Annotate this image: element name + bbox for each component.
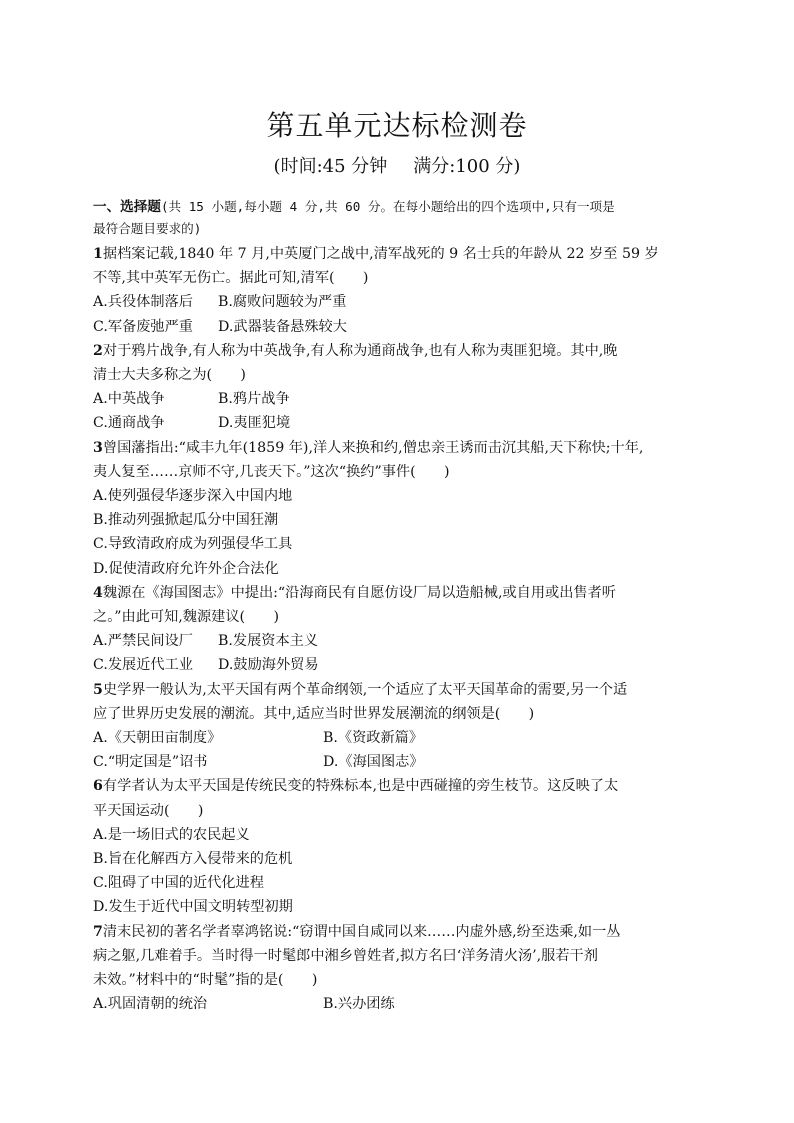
stem-line: 对于鸦片战争,有人称为中英战争,有人称为通商战争,也有人称为夷匪犯境。其中,晚 xyxy=(102,342,618,359)
section-desc-line2: 最符合题目要求的) xyxy=(93,221,202,236)
option-c[interactable]: C.“明定国是”诏书 xyxy=(93,754,208,771)
stem-line: 未效。”材料中的“时髦”指的是( ) xyxy=(93,972,318,989)
full-score: 满分:100 分) xyxy=(413,156,521,177)
question-4 xyxy=(93,581,705,678)
section-header xyxy=(93,196,705,240)
option-a[interactable]: A.严禁民间设厂 xyxy=(93,633,193,650)
option-a[interactable]: A.中英战争 xyxy=(93,391,165,408)
question-number: 4 xyxy=(93,584,103,601)
question-number: 7 xyxy=(93,923,103,940)
option-c[interactable]: C.军备废弛严重 xyxy=(93,318,193,335)
stem-line: 不等,其中英军无伤亡。据此可知,清军( ) xyxy=(93,270,369,287)
section-desc-line1: (共 15 小题,每小题 4 分,共 60 分。在每小题给出的四个选项中,只有一项是 xyxy=(160,199,615,214)
stem-line: 史学界一般认为,太平天国有两个革命纲领,一个适应了太平天国革命的需要,另一个适 xyxy=(102,681,628,698)
stem-line: 清士大夫多称之为( ) xyxy=(93,367,246,384)
stem-line: 曾国藩指出:“咸丰九年(1859 年),洋人来换和约,僧忠亲王诱而击沉其船,天下称快;十年, xyxy=(102,439,644,456)
question-2 xyxy=(93,339,705,436)
page-title: 第五单元达标检测卷 xyxy=(266,109,528,142)
option-d[interactable]: D.促使清政府允许外企合法化 xyxy=(93,560,279,577)
option-c[interactable]: C.发展近代工业 xyxy=(93,657,193,674)
question-5 xyxy=(93,678,705,775)
question-number: 6 xyxy=(93,778,103,795)
option-c[interactable]: C.导致清政府成为列强侵华工具 xyxy=(93,536,293,553)
option-d[interactable]: D.《海国图志》 xyxy=(323,754,424,771)
question-number: 1 xyxy=(93,246,103,262)
stem-line: 之。”由此可知,魏源建议( ) xyxy=(93,609,279,626)
option-b[interactable]: B.旨在化解西方入侵带来的危机 xyxy=(93,851,293,868)
stem-line: 魏源在《海国图志》中提出:“沿海商民有自愿仿设厂局以造船械,或自用或出售者听 xyxy=(102,584,616,601)
option-d[interactable]: D.发生于近代中国文明转型初期 xyxy=(93,899,293,916)
option-b[interactable]: B.兴办团练 xyxy=(323,996,395,1013)
question-1 xyxy=(93,242,705,339)
stem-line: 据档案记载,1840 年 7 月,中英厦门之战中,清军战死的 9 名士兵的年龄从 22 岁至 59 岁 xyxy=(102,246,659,262)
stem-line: 应了世界历史发展的潮流。其中,适应当时世界发展潮流的纲领是( ) xyxy=(93,705,535,722)
option-a[interactable]: A.使列强侵华逐步深入中国内地 xyxy=(93,488,293,505)
option-a[interactable]: A.是一场旧式的农民起义 xyxy=(93,826,250,843)
option-b[interactable]: B.《资政新篇》 xyxy=(323,730,424,747)
option-a[interactable]: A.《天朝田亩制度》 xyxy=(93,730,222,747)
option-a[interactable]: A.兵役体制落后 xyxy=(93,294,193,311)
option-d[interactable]: D.鼓励海外贸易 xyxy=(218,657,319,674)
stem-line: 清末民初的著名学者辜鸿铭说:“窃谓中国自咸同以来……内虚外感,纷至迭乘,如一丛 xyxy=(102,923,621,940)
option-b[interactable]: B.腐败问题较为严重 xyxy=(218,294,347,311)
question-number: 2 xyxy=(93,342,103,359)
stem-line: 有学者认为太平天国是传统民变的特殊标本,也是中西碰撞的旁生枝节。这反映了太 xyxy=(102,778,619,795)
option-b[interactable]: B.鸦片战争 xyxy=(218,391,290,408)
stem-line: 平天国运动( ) xyxy=(93,802,204,819)
section-title: 一、选择题 xyxy=(93,199,161,215)
option-c[interactable]: C.阻碍了中国的近代化进程 xyxy=(93,875,264,892)
question-7 xyxy=(93,920,705,1017)
option-c[interactable]: C.通商战争 xyxy=(93,415,165,432)
stem-line: 夷人复至……京师不守,几丧天下。”这次“换约”事件( ) xyxy=(93,463,450,480)
time-limit: (时间:45 分钟 xyxy=(273,156,388,177)
stem-line: 病之躯,几难着手。当时得一时髦郎中湘乡曾姓者,拟方名曰‘洋务清火汤’,服若干剂 xyxy=(93,947,598,964)
option-d[interactable]: D.武器装备悬殊较大 xyxy=(218,318,347,335)
question-number: 3 xyxy=(93,439,103,456)
question-section xyxy=(93,196,705,1017)
option-a[interactable]: A.巩固清朝的统治 xyxy=(93,996,208,1013)
question-6 xyxy=(93,774,705,919)
option-b[interactable]: B.推动列强掀起瓜分中国狂潮 xyxy=(93,512,279,529)
question-3 xyxy=(93,436,705,581)
question-number: 5 xyxy=(93,681,103,698)
option-b[interactable]: B.发展资本主义 xyxy=(218,633,319,650)
exam-info xyxy=(0,152,794,178)
option-d[interactable]: D.夷匪犯境 xyxy=(218,415,291,432)
